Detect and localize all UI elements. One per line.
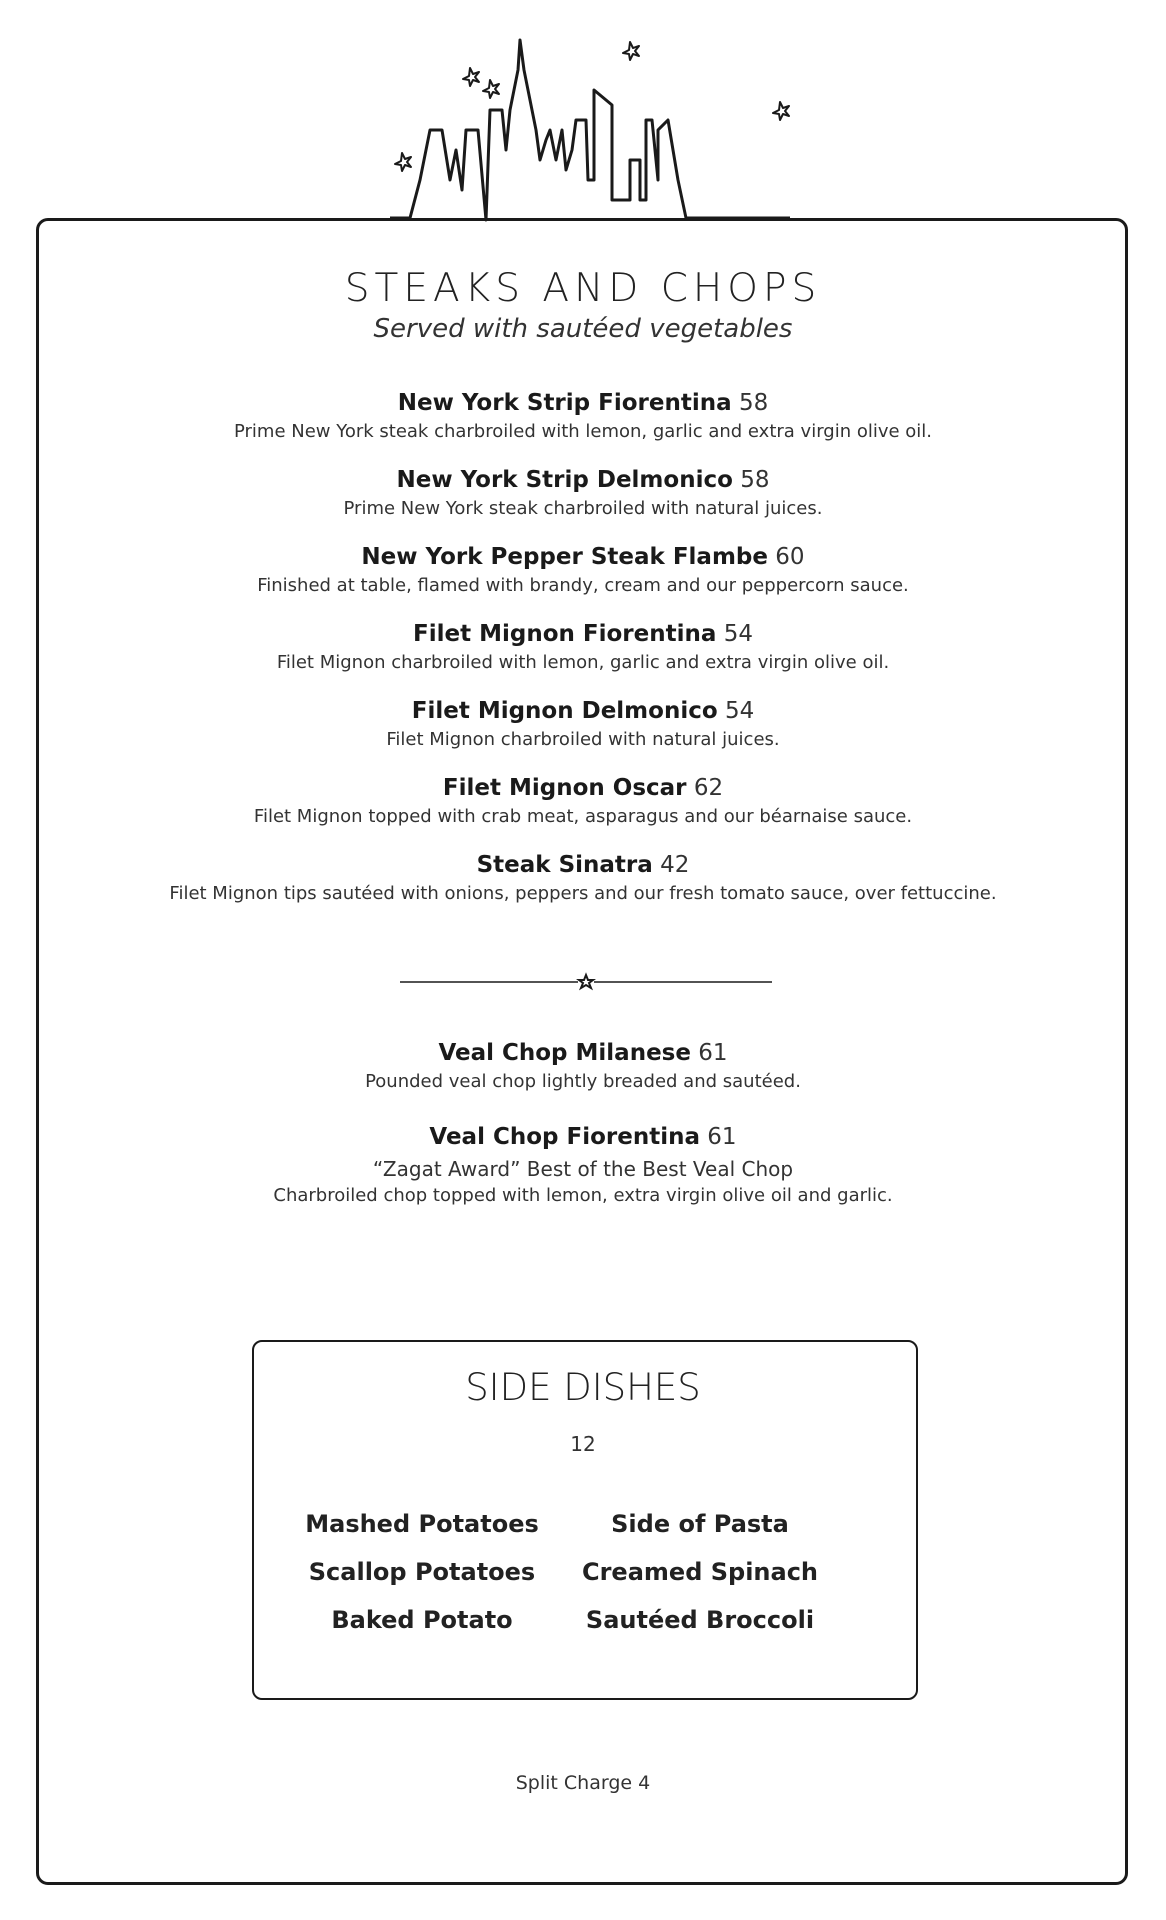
item-price: 54 — [723, 621, 753, 647]
item-name: New York Strip Fiorentina — [397, 390, 732, 416]
item-name: Filet Mignon Oscar — [442, 775, 687, 801]
side-dish: Mashed Potatoes — [305, 1510, 539, 1538]
item-description: Prime New York steak charbroiled with natural juices. — [343, 498, 823, 519]
item-price: 58 — [740, 467, 770, 493]
menu-item — [0, 1120, 1166, 1208]
side-dish: Creamed Spinach — [581, 1558, 819, 1586]
item-description: Filet Mignon charbroiled with natural juices. — [386, 729, 780, 750]
item-description: Finished at table, flamed with brandy, cream and our peppercorn sauce. — [257, 575, 909, 596]
star-icon — [579, 975, 593, 988]
veal-list — [0, 1036, 1166, 1234]
side-dish: Sautéed Broccoli — [585, 1606, 815, 1634]
side-dish: Side of Pasta — [611, 1510, 789, 1538]
menu-item — [0, 771, 1166, 829]
item-name: New York Pepper Steak Flambe — [361, 544, 768, 570]
item-price: 58 — [738, 390, 769, 416]
item-name: Filet Mignon Fiorentina — [413, 621, 717, 647]
item-price: 54 — [724, 698, 755, 724]
side-dish: Scallop Potatoes — [308, 1558, 536, 1586]
item-description: Filet Mignon topped with crab meat, asparagus and our béarnaise sauce. — [253, 806, 913, 827]
split-charge: Split Charge 4 — [515, 1772, 651, 1794]
item-price: 62 — [693, 775, 724, 801]
section-title: STEAKS AND CHOPS — [344, 266, 822, 311]
item-description: Prime New York steak charbroiled with lemon, garlic and extra virgin olive oil. — [233, 421, 933, 442]
side-dishes-price: 12 — [570, 1432, 596, 1456]
item-name: Filet Mignon Delmonico — [411, 698, 718, 724]
menu-item — [0, 386, 1166, 444]
menu-item — [0, 617, 1166, 675]
city-skyline-icon — [390, 30, 790, 230]
menu-item — [0, 1036, 1166, 1094]
item-description: Charbroiled chop topped with lemon, extra virgin olive oil and garlic. — [273, 1185, 893, 1206]
item-price: 60 — [775, 544, 805, 570]
menu-item — [0, 540, 1166, 598]
item-price: 42 — [660, 852, 690, 878]
menu-item — [0, 463, 1166, 521]
item-name: Veal Chop Milanese — [438, 1040, 691, 1066]
side-dishes-title: SIDE DISHES — [465, 1366, 701, 1409]
item-description: Filet Mignon tips sautéed with onions, peppers and our fresh tomato sauce, over fettuccine. — [169, 883, 997, 904]
item-name: Veal Chop Fiorentina — [429, 1124, 700, 1150]
menu-item — [0, 694, 1166, 752]
item-price: 61 — [698, 1040, 728, 1066]
side-dishes-right-column — [580, 1500, 820, 1644]
item-description: Pounded veal chop lightly breaded and sautéed. — [365, 1071, 801, 1092]
item-name: Steak Sinatra — [476, 852, 653, 878]
menu-item — [0, 848, 1166, 906]
item-name: New York Strip Delmonico — [396, 467, 733, 493]
steaks-list — [0, 386, 1166, 925]
item-price: 61 — [707, 1124, 737, 1150]
side-dishes-left-column — [302, 1500, 542, 1644]
item-award: “Zagat Award” Best of the Best Veal Chop — [372, 1157, 794, 1181]
item-description: Filet Mignon charbroiled with lemon, garlic and extra virgin olive oil. — [276, 652, 890, 673]
section-subtitle: Served with sautéed vegetables — [373, 314, 793, 344]
star-divider — [400, 972, 772, 992]
side-dish: Baked Potato — [331, 1606, 513, 1634]
